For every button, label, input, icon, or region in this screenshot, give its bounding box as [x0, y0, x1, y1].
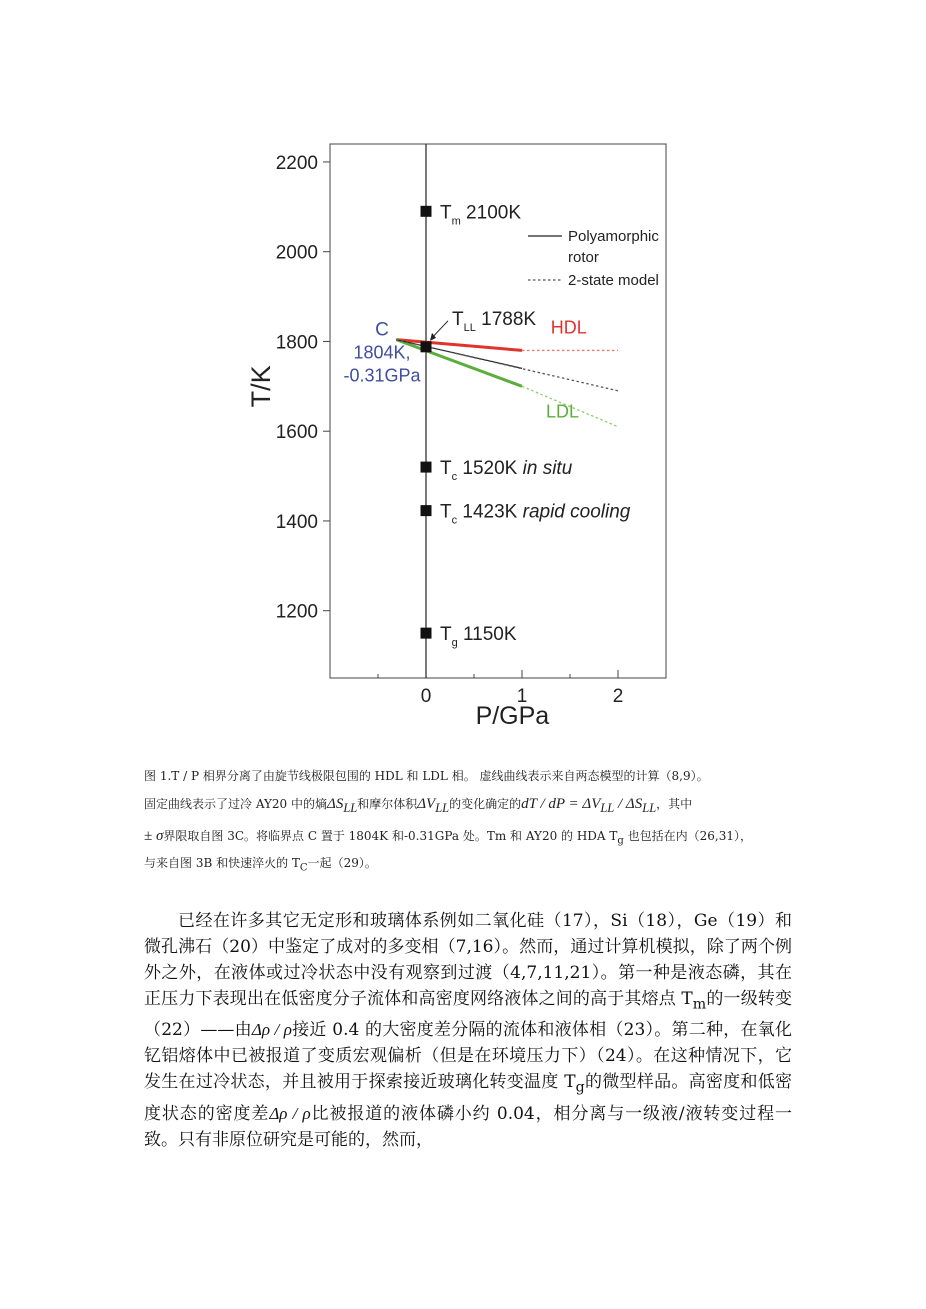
marker-subscript: c [451, 471, 458, 484]
clapeyron-equation [521, 796, 657, 815]
tm-sub: m [692, 996, 707, 1013]
legend-label-polyamorphic: Polyamorphic [568, 228, 659, 245]
y-tick-label: 2000 [275, 242, 318, 264]
equation-sub-2: LL [642, 801, 657, 815]
marker-symbol: T [452, 308, 464, 330]
marker-tm [421, 206, 432, 217]
density-ratio-symbol-2: Δρ / ρ [269, 1103, 311, 1123]
body-paragraph [144, 908, 792, 1153]
caption-text-4b: 一起（29）。 [307, 856, 377, 871]
critical-point-temperature: 1804K, [353, 342, 411, 363]
paragraph-text-2: 的一级转变（22）——由 [144, 989, 793, 1041]
marker-symbol: T [440, 501, 452, 523]
paragraph-1 [144, 908, 792, 1153]
x-tick-label: 1 [516, 686, 528, 707]
caption-text-3-end: 也包括在内（26,31）， [623, 829, 752, 843]
x-tick-label: 2 [612, 686, 624, 707]
paragraph-text-3: 接近 0.4 的大密度差分隔的流体和液体相（23）。第二种，在氧化钇铝熔体中已被报道了变质宏观偏析（但是在环境压力下）（24）。在这种情况下，它发生在过冷状态，并且被用于探索接近玻璃化转变温度 T [144, 1020, 792, 1093]
marker-label-tg [440, 624, 517, 649]
marker-label-tll [452, 309, 536, 334]
caption-tc-sub: C [299, 862, 308, 874]
y-tick-label: 1800 [275, 332, 318, 354]
marker-label-tm [440, 202, 521, 227]
plot-frame [330, 144, 666, 678]
marker-label-tc-in-situ [440, 458, 573, 483]
caption-text-4a: 与来自图 3B 和快速淬火的 T [144, 856, 300, 871]
marker-value: 1520K [457, 458, 518, 480]
caption-text-2c: 的变化确定的 [449, 797, 522, 811]
caption-text-3: 界限取自图 3C。将临界点 C 置于 1804K 和-0.31GPa 处。Tm 和 AY20 的 HDA T [163, 829, 618, 843]
marker-subscript: c [451, 514, 458, 527]
marker-value: 1150K [457, 624, 517, 646]
marker-extra: rapid cooling [517, 501, 631, 523]
caption-tg-sub: g [617, 835, 624, 847]
density-ratio-symbol: Δρ / ρ [251, 1020, 292, 1040]
marker-tc-in-situ [421, 462, 432, 473]
marker-symbol: T [440, 624, 452, 646]
y-tick-label: 1400 [275, 511, 318, 533]
entropy-symbol-main: ΔS [327, 796, 344, 812]
equation-sub-1: LL [600, 801, 615, 815]
caption-line-1 [144, 765, 794, 787]
x-axis-label: P/GPa [475, 702, 550, 730]
hdl-label: HDL [550, 317, 587, 338]
marker-value: 2100K [460, 202, 522, 224]
paragraph-text-4: 的微型样品。高密度和低密度状态的密度差 [144, 1072, 792, 1124]
marker-tg [421, 628, 432, 639]
phase-diagram-chart [246, 138, 670, 738]
y-tick-label: 2200 [275, 152, 318, 174]
x-tick-label: 0 [420, 686, 432, 707]
ldl-label: LDL [546, 401, 580, 422]
entropy-symbol-sub: LL [343, 801, 358, 815]
caption-line-3 [144, 825, 794, 880]
caption-line-2 [144, 793, 794, 819]
caption-text-2b: 和摩尔体积 [357, 797, 418, 811]
critical-point-pressure: -0.31GPa [343, 365, 421, 386]
volume-symbol [417, 796, 450, 815]
paragraph-text-5: 比被报道的液体磷小约 0.04，相分离与一级液/液转变过程一致。只有非原位研究是可能的，然而， [144, 1103, 793, 1150]
marker-symbol: T [440, 458, 452, 480]
critical-point-label-c: C [375, 319, 389, 341]
marker-label-tc-rapid-cooling [440, 502, 631, 527]
figure-caption [144, 765, 794, 886]
pm-sigma-symbol: ± σ [144, 828, 164, 844]
volume-symbol-main: ΔV [417, 796, 436, 812]
marker-tll [421, 341, 432, 352]
y-axis-label: T/K [246, 365, 276, 408]
tg-sub: g [575, 1079, 585, 1096]
marker-symbol: T [440, 202, 452, 224]
series-line-hdl [396, 340, 522, 351]
marker-extra: in situ [517, 458, 573, 480]
marker-subscript: LL [463, 321, 476, 334]
entropy-symbol [327, 796, 358, 815]
marker-subscript: g [451, 637, 458, 650]
marker-value: 1423K [457, 501, 518, 523]
caption-text-2d: ，其中 [656, 797, 693, 811]
caption-text-2a: 固定曲线表示了过冷 AY20 中的熵 [144, 797, 328, 811]
y-tick-label: 1200 [275, 601, 318, 623]
marker-tc-rapid-cooling [421, 505, 432, 516]
volume-symbol-sub: LL [435, 801, 450, 815]
paragraph-text-1: 已经在许多其它无定形和玻璃体系例如二氧化硅（17），Si（18），Ge（19）和微孔沸石（20）中鉴定了成对的多变相（7,16）。然而，通过计算机模拟，除了两个例外之外，在液体或过冷状态中没有观察到过渡（4,7,11,21）。第一种是液态磷，其在正压力下表现出在低密度分子流体和高密度网络液体之间的高于其熔点 T [144, 911, 792, 1009]
equation-part-1: dT / dP = ΔV [521, 796, 601, 812]
equation-part-2: / ΔS [614, 796, 643, 812]
caption-text-1: 图 1.T / P 相界分离了由旋节线极限包围的 HDL 和 LDL 相。 虚线曲线表示来自两态模型的计算（8,9）。 [144, 769, 709, 783]
y-tick-label: 1600 [275, 422, 318, 444]
marker-subscript: m [451, 215, 461, 228]
legend-label-polyamorphic-2: rotor [568, 249, 599, 266]
phase-diagram-figure [246, 138, 670, 738]
legend-label-2-state: 2-state model [568, 272, 659, 289]
marker-value: 1788K [475, 308, 537, 330]
